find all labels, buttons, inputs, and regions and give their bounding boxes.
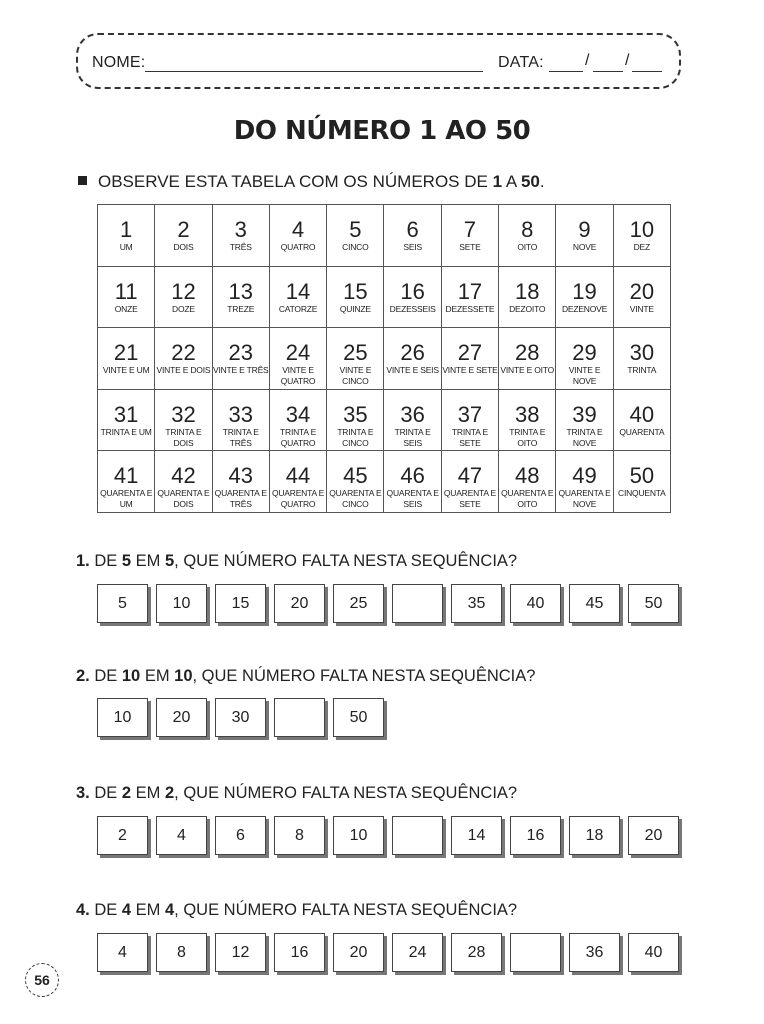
- number-cell: [441, 266, 498, 328]
- sequence-box: 50: [333, 698, 384, 737]
- number-cell: [613, 328, 670, 390]
- number-word: TRINTA E NOVE: [566, 426, 603, 448]
- name-line[interactable]: [145, 71, 483, 72]
- number-cell: [384, 266, 441, 328]
- number-digit: 39: [572, 401, 597, 427]
- number-digit: 43: [228, 463, 253, 488]
- number-cell: [499, 451, 556, 513]
- number-word: QUINZE: [339, 303, 371, 314]
- missing-number-box[interactable]: [392, 584, 443, 623]
- number-cell: [212, 389, 269, 451]
- sequence-box: 6: [215, 816, 266, 855]
- question-1: 1. DE 5 EM 5, QUE NÚMERO FALTA NESTA SEQUÊNCIA?: [76, 552, 518, 570]
- number-digit: 46: [400, 463, 425, 488]
- number-word: TRINTA E OITO: [509, 426, 546, 448]
- number-word: VINTE E SETE: [442, 365, 498, 375]
- number-cell: [613, 205, 670, 267]
- question-2: 2. DE 10 EM 10, QUE NÚMERO FALTA NESTA SEQUÊNCIA?: [76, 667, 536, 685]
- number-cell: [613, 451, 670, 513]
- sequence-box: 4: [156, 816, 207, 855]
- number-word: DOZE: [172, 303, 195, 314]
- number-cell: [327, 451, 384, 513]
- number-word: SEIS: [403, 242, 422, 252]
- sequence-box: 18: [569, 816, 620, 855]
- number-digit: 35: [343, 401, 368, 427]
- number-word: TRINTA E SETE: [451, 426, 488, 448]
- sequence-box: 28: [451, 933, 502, 972]
- number-cell: [613, 266, 670, 328]
- table-row: [98, 389, 671, 451]
- number-word: QUARENTA E SETE: [443, 488, 497, 509]
- number-digit: 26: [400, 340, 425, 365]
- number-word: DOIS: [173, 242, 194, 252]
- number-digit: 2: [177, 217, 190, 242]
- number-cell: [441, 205, 498, 267]
- table-row: [98, 451, 671, 513]
- sequence-box: 20: [628, 816, 679, 855]
- number-word: TRINTA E UM: [100, 426, 152, 437]
- number-cell: [384, 328, 441, 390]
- number-cell: [384, 205, 441, 267]
- number-digit: 24: [285, 340, 311, 365]
- sequence-box: 16: [510, 816, 561, 855]
- number-digit: 31: [113, 401, 139, 427]
- missing-number-box[interactable]: [274, 698, 325, 737]
- number-digit: 40: [629, 401, 655, 427]
- sequence-box: 2: [97, 816, 148, 855]
- sequence-box: 40: [510, 584, 561, 623]
- sequence-box: 20: [274, 584, 325, 623]
- number-digit: 37: [457, 401, 483, 427]
- number-digit: 15: [343, 278, 368, 304]
- number-word: TRÊS: [229, 242, 252, 252]
- number-digit: 25: [343, 340, 368, 365]
- number-digit: 6: [406, 217, 419, 242]
- number-digit: 29: [572, 340, 597, 365]
- sequence-box: 14: [451, 816, 502, 855]
- number-word: QUARENTA: [619, 426, 665, 437]
- date-slash: /: [625, 52, 630, 69]
- number-word: VINTE E SEIS: [386, 365, 439, 375]
- sequence-box: 4: [97, 933, 148, 972]
- number-cell: [269, 389, 326, 451]
- number-cell: [441, 328, 498, 390]
- number-cell: [155, 266, 212, 328]
- number-word: DEZENOVE: [561, 303, 608, 314]
- number-word: DEZ: [633, 242, 651, 252]
- number-cell: [98, 389, 155, 451]
- sequence-row-1: [97, 584, 687, 623]
- number-word: TRINTA E CINCO: [337, 426, 374, 448]
- sequence-box: 35: [451, 584, 502, 623]
- number-word: VINTE E NOVE: [568, 365, 601, 386]
- number-word: VINTE E OITO: [500, 365, 555, 375]
- number-cell: [499, 266, 556, 328]
- number-word: TREZE: [227, 303, 255, 314]
- number-cell: [384, 389, 441, 451]
- number-digit: 8: [521, 217, 534, 242]
- number-cell: [556, 389, 613, 451]
- number-digit: 45: [343, 463, 368, 488]
- sequence-box: 15: [215, 584, 266, 623]
- number-digit: 4: [291, 217, 305, 242]
- number-digit: 34: [285, 401, 311, 427]
- number-word: TRINTA E TRÊS: [222, 426, 259, 448]
- question-3: 3. DE 2 EM 2, QUE NÚMERO FALTA NESTA SEQUÊNCIA?: [76, 784, 518, 802]
- number-cell: [327, 205, 384, 267]
- number-word: TRINTA E DOIS: [165, 426, 202, 448]
- number-word: VINTE: [629, 303, 654, 314]
- number-digit: 5: [349, 217, 362, 242]
- number-word: QUARENTA E SEIS: [386, 488, 439, 509]
- number-digit: 32: [171, 401, 196, 427]
- number-word: OITO: [517, 242, 538, 252]
- sequence-box: 45: [569, 584, 620, 623]
- number-cell: [269, 205, 326, 267]
- number-word: VINTE E QUATRO: [280, 365, 316, 386]
- number-word: QUARENTA E QUATRO: [271, 488, 325, 509]
- number-digit: 50: [629, 463, 655, 488]
- page-title: DO NÚMERO 1 AO 50: [233, 116, 531, 146]
- square-bullet-icon: [78, 176, 87, 185]
- sequence-box: 25: [333, 584, 384, 623]
- number-word: QUATRO: [280, 242, 316, 252]
- table-row: [98, 266, 671, 328]
- number-word: VINTE E TRÊS: [212, 365, 269, 375]
- sequence-row-3: [97, 816, 687, 855]
- number-word: CINQUENTA: [618, 488, 666, 498]
- date-month-line[interactable]: [593, 71, 623, 72]
- number-cell: [327, 266, 384, 328]
- number-cell: [613, 389, 670, 451]
- number-cell: [155, 328, 212, 390]
- number-cell: [212, 205, 269, 267]
- sequence-box: 30: [215, 698, 266, 737]
- sequence-box: 10: [333, 816, 384, 855]
- number-digit: 20: [629, 278, 655, 304]
- sequence-box: 20: [156, 698, 207, 737]
- number-word: VINTE E UM: [102, 365, 150, 375]
- number-digit: 7: [463, 217, 477, 242]
- number-cell: [212, 266, 269, 328]
- sequence-box: 50: [628, 584, 679, 623]
- number-word: QUARENTA E OITO: [501, 488, 554, 509]
- number-cell: [212, 328, 269, 390]
- number-digit: 13: [228, 278, 253, 304]
- number-digit: 48: [514, 463, 540, 488]
- number-cell: [98, 451, 155, 513]
- number-digit: 14: [285, 278, 311, 304]
- number-word: VINTE E CINCO: [339, 365, 372, 386]
- number-word: NOVE: [572, 242, 597, 252]
- number-digit: 36: [400, 401, 425, 427]
- number-digit: 19: [572, 278, 597, 304]
- number-digit: 16: [400, 278, 425, 304]
- number-digit: 10: [629, 217, 655, 242]
- number-cell: [441, 451, 498, 513]
- number-word: TRINTA E QUATRO: [280, 426, 317, 448]
- number-word: QUARENTA E NOVE: [558, 488, 611, 509]
- number-cell: [98, 266, 155, 328]
- sequence-box: 8: [156, 933, 207, 972]
- number-cell: [98, 328, 155, 390]
- date-slash: /: [585, 52, 590, 69]
- number-cell: [499, 328, 556, 390]
- number-digit: 23: [228, 340, 253, 365]
- sequence-box: 36: [569, 933, 620, 972]
- sequence-row-4: [97, 933, 687, 972]
- date-label: DATA:: [498, 54, 544, 71]
- number-word: QUARENTA E CINCO: [329, 488, 382, 509]
- number-digit: 49: [572, 463, 597, 488]
- sequence-box: 24: [392, 933, 443, 972]
- number-digit: 3: [234, 217, 247, 242]
- number-cell: [441, 389, 498, 451]
- number-digit: 17: [457, 278, 483, 304]
- question-4: 4. DE 4 EM 4, QUE NÚMERO FALTA NESTA SEQUÊNCIA?: [76, 901, 518, 919]
- number-digit: 44: [285, 463, 311, 488]
- number-cell: [155, 451, 212, 513]
- number-cell: [556, 451, 613, 513]
- number-word: CATORZE: [278, 303, 318, 314]
- number-word: QUARENTA E UM: [100, 488, 153, 509]
- number-cell: [269, 451, 326, 513]
- number-cell: [269, 328, 326, 390]
- sequence-box: 40: [628, 933, 679, 972]
- number-digit: 41: [113, 463, 139, 488]
- date-day-line[interactable]: [549, 71, 583, 72]
- number-word: UM: [119, 242, 133, 252]
- number-digit: 9: [578, 217, 591, 242]
- number-digit: 42: [171, 463, 196, 488]
- number-cell: [155, 389, 212, 451]
- number-word: TRINTA: [627, 365, 657, 375]
- number-word: DEZESSETE: [445, 303, 495, 314]
- number-digit: 22: [171, 340, 196, 365]
- missing-number-box[interactable]: [392, 816, 443, 855]
- number-digit: 38: [514, 401, 540, 427]
- number-word: TRINTA E SEIS: [394, 426, 431, 448]
- number-digit: 30: [629, 340, 655, 365]
- number-cell: [556, 266, 613, 328]
- number-digit: 47: [457, 463, 483, 488]
- number-digit: 12: [171, 278, 196, 304]
- table-row: [98, 328, 671, 390]
- number-cell: [499, 389, 556, 451]
- instruction: OBSERVE ESTA TABELA COM OS NÚMEROS DE 1 A 50.: [78, 172, 545, 192]
- number-word: DEZESSEIS: [389, 303, 436, 314]
- sequence-row-2: [97, 698, 392, 737]
- sequence-box: 10: [156, 584, 207, 623]
- sequence-box: 5: [97, 584, 148, 623]
- number-word: QUARENTA E DOIS: [157, 488, 210, 509]
- number-table: [97, 204, 671, 513]
- date-year-line[interactable]: [632, 71, 662, 72]
- number-word: VINTE E DOIS: [156, 365, 211, 375]
- number-cell: [499, 205, 556, 267]
- number-cell: [327, 389, 384, 451]
- number-word: ONZE: [114, 303, 138, 314]
- number-cell: [556, 205, 613, 267]
- number-word: SETE: [459, 242, 481, 252]
- number-digit: 1: [120, 217, 133, 242]
- sequence-box: 10: [97, 698, 148, 737]
- page-number: 56: [25, 963, 59, 997]
- number-digit: 27: [457, 340, 483, 365]
- number-word: QUARENTA E TRÊS: [214, 488, 267, 509]
- number-word: DEZOITO: [509, 303, 546, 314]
- number-cell: [556, 328, 613, 390]
- number-cell: [155, 205, 212, 267]
- number-cell: [384, 451, 441, 513]
- number-cell: [98, 205, 155, 267]
- sequence-box: 20: [333, 933, 384, 972]
- number-digit: 33: [228, 401, 253, 427]
- sequence-box: 8: [274, 816, 325, 855]
- missing-number-box[interactable]: [510, 933, 561, 972]
- number-digit: 11: [114, 278, 138, 304]
- number-digit: 21: [113, 340, 139, 365]
- header-box: [76, 33, 681, 89]
- number-cell: [327, 328, 384, 390]
- table-row: [98, 205, 671, 267]
- sequence-box: 16: [274, 933, 325, 972]
- name-label: NOME:: [92, 54, 146, 71]
- number-cell: [212, 451, 269, 513]
- number-word: CINCO: [342, 242, 369, 252]
- number-digit: 18: [514, 278, 540, 304]
- number-cell: [269, 266, 326, 328]
- sequence-box: 12: [215, 933, 266, 972]
- number-digit: 28: [514, 340, 540, 365]
